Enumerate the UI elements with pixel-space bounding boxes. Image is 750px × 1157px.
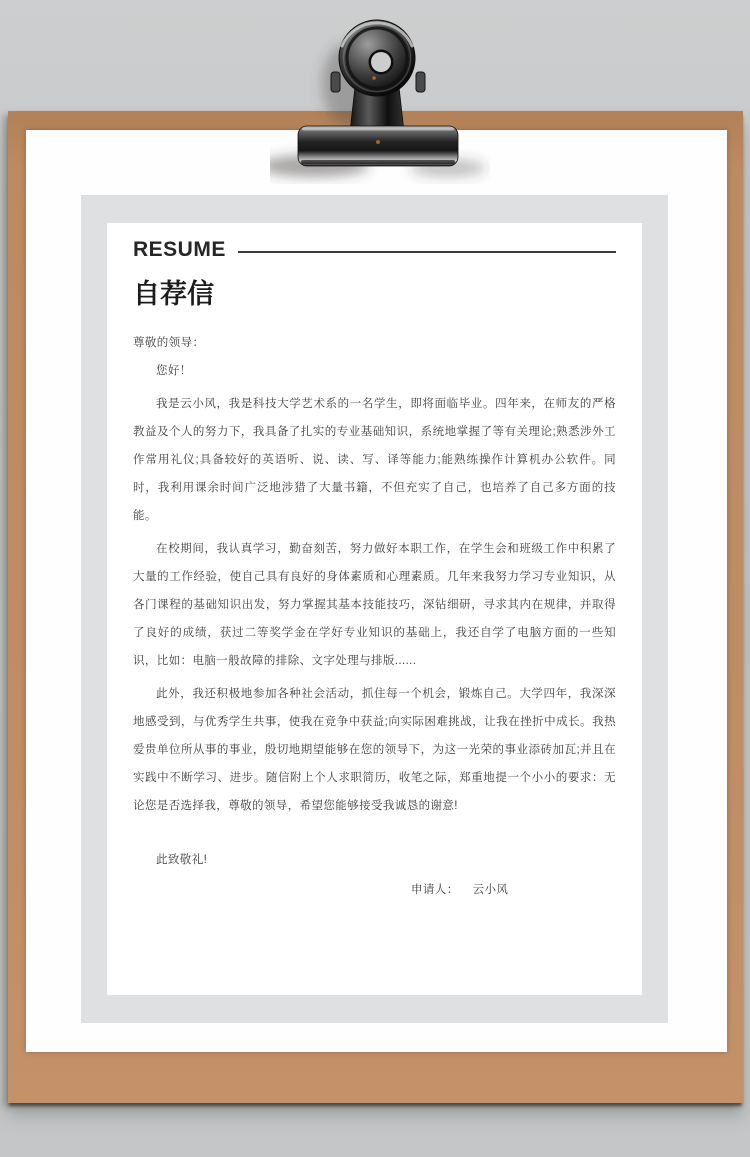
header-rule [238,251,616,253]
greeting: 您好！ [156,365,192,377]
resume-header [133,238,616,262]
resume-label: RESUME [133,238,226,261]
letter-body [133,329,616,904]
letter-paragraph: 我是云小风，我是科技大学艺术系的一名学生，即将面临毕业。四年来，在师友的严格教益及个人的努力下，我具备了扎实的专业基础知识，系统地掌握了等有关理论;熟悉涉外工作常用礼仪;具备较好的英语听、说、读、写、译等能力;能熟练操作计算机办公软件。同时，我利用课余时间广泛地涉猎了大量书籍，不但充实了自己，也培养了自己多方面的技能。 [133,398,616,522]
salutation: 尊敬的领导： [133,337,205,349]
paper-mat-border [81,195,668,1023]
signature-name: 云小风 [472,884,509,896]
closing-line: 此致敬礼! [156,854,208,866]
clipboard-board [8,111,743,1103]
letter-paper [26,130,727,1052]
letter-paragraph: 在校期间，我认真学习，勤奋刻苦，努力做好本职工作，在学生会和班级工作中积累了大量的工作经验，使自己具有良好的身体素质和心理素质。几年来我努力学习专业知识，从各门课程的基础知识出发，努力掌握其基本技能技巧，深钻细研，寻求其内在规律，并取得了良好的成绩，获过二等奖学金在学好专业知识的基础上，我还自学了电脑方面的一些知识，比如：电脑一般故障的排除、文字处理与排版...... [133,543,616,667]
paragraphs-container [133,390,616,820]
binder-clip-icon [270,14,490,184]
letter-paragraph: 此外，我还积极地参加各种社会活动，抓住每一个机会，锻炼自己。大学四年，我深深地感受到，与优秀学生共事，使我在竞争中获益;向实际困难挑战，让我在挫折中成长。我热爱贵单位所从事的事业，殷切地期望能够在您的领导下，为这一光荣的事业添砖加瓦;并且在实践中不断学习、进步。随信附上个人求职简历，收笔之际，郑重地提一个小小的要求：无论您是否选择我，尊敬的领导，希望您能够接受我诚恳的谢意! [133,688,616,812]
signature-label: 申请人： [411,884,459,896]
letter-title: 自荐信 [133,279,214,309]
signature-line [133,876,616,904]
letter-content [107,223,642,995]
